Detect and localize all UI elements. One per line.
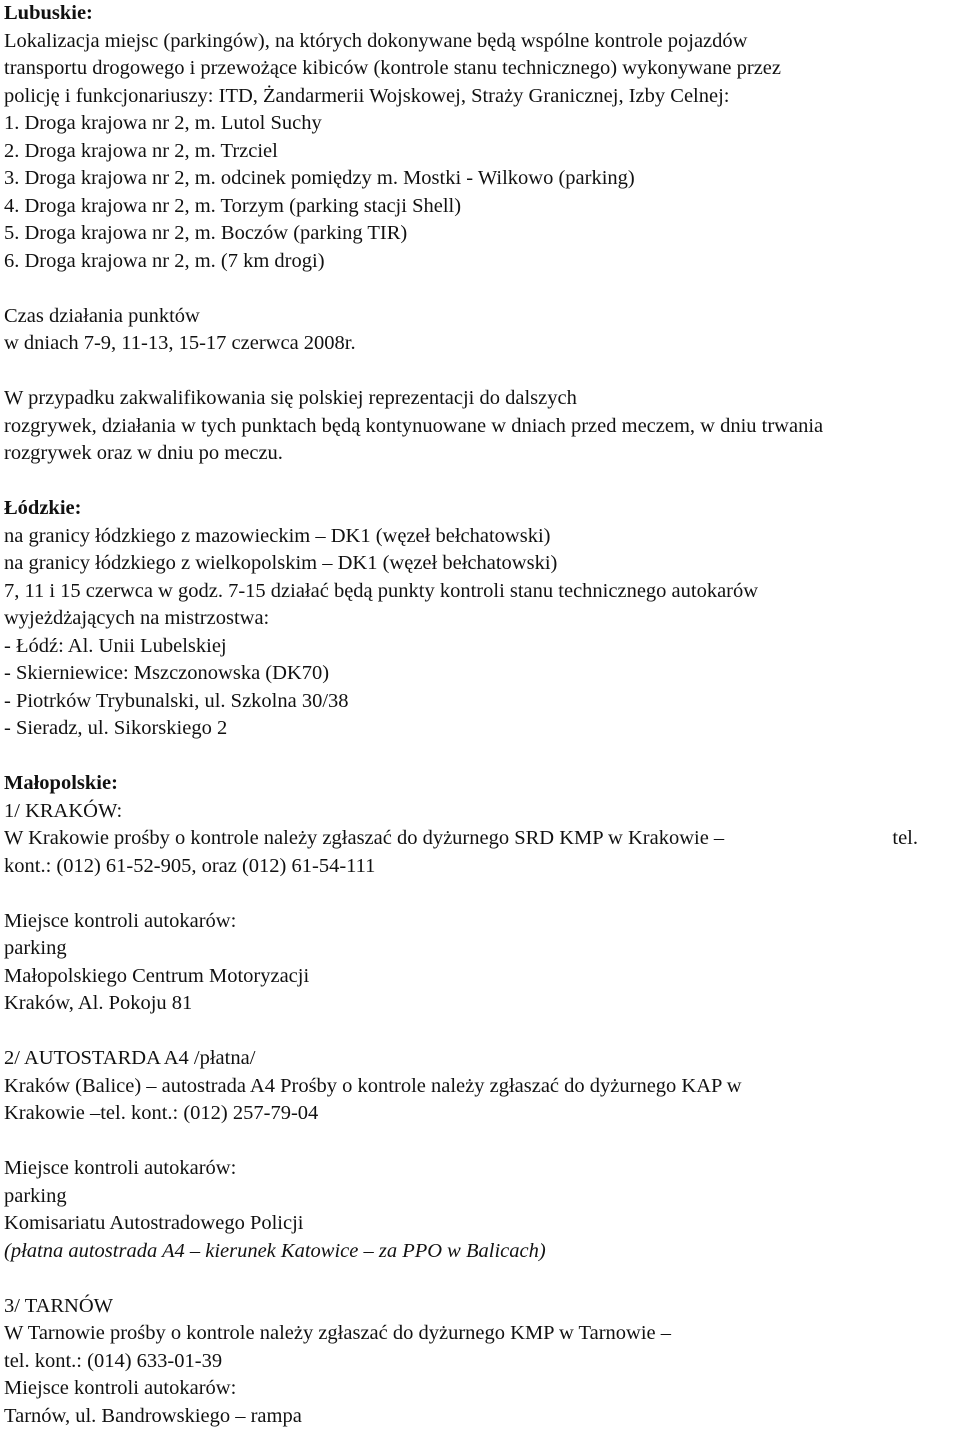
- a4-place-label: Miejsce kontroli autokarów:: [4, 1155, 958, 1183]
- krakow-place-line: parking: [4, 935, 958, 963]
- list-item: 6. Droga krajowa nr 2, m. (7 km drogi): [4, 248, 958, 276]
- intro-line: Lokalizacja miejsc (parkingów), na których dokonywane będą wspólne kontrole pojazdów: [4, 28, 958, 56]
- lodzkie-line: na granicy łódzkiego z wielkopolskim – DK1 (węzeł bełchatowski): [4, 550, 958, 578]
- section-heading-malopolskie: Małopolskie:: [4, 770, 958, 798]
- krakow-place-label: Miejsce kontroli autokarów:: [4, 908, 958, 936]
- note-line: W przypadku zakwalifikowania się polskiej reprezentacji do dalszych: [4, 385, 958, 413]
- a4-place-line: parking: [4, 1183, 958, 1211]
- a4-title: 2/ AUTOSTARDA A4 /płatna/: [4, 1045, 958, 1073]
- krakow-title: 1/ KRAKÓW:: [4, 798, 958, 826]
- tarnow-title: 3/ TARNÓW: [4, 1293, 958, 1321]
- lodzkie-line: wyjeżdżających na mistrzostwa:: [4, 605, 958, 633]
- tarnow-place-line: Tarnów, ul. Bandrowskiego – rampa: [4, 1403, 958, 1430]
- krakow-place-line: Kraków, Al. Pokoju 81: [4, 990, 958, 1018]
- section-heading-lodzkie: Łódzkie:: [4, 495, 958, 523]
- a4-place-note: (płatna autostrada A4 – kierunek Katowice – za PPO w Balicach): [4, 1238, 958, 1266]
- spacer: [4, 1265, 958, 1293]
- krakow-request-tel: tel.: [892, 825, 918, 853]
- lodzkie-line: na granicy łódzkiego z mazowieckim – DK1 (węzeł bełchatowski): [4, 523, 958, 551]
- spacer: [4, 1018, 958, 1046]
- lodzkie-line: - Sieradz, ul. Sikorskiego 2: [4, 715, 958, 743]
- time-line: Czas działania punktów: [4, 303, 958, 331]
- list-item: 4. Droga krajowa nr 2, m. Torzym (parking stacji Shell): [4, 193, 958, 221]
- spacer: [4, 358, 958, 386]
- intro-line: policję i funkcjonariuszy: ITD, Żandarmerii Wojskowej, Straży Granicznej, Izby Celnej:: [4, 83, 958, 111]
- intro-line: transportu drogowego i przewożące kibiców (kontrole stanu technicznego) wykonywane przez: [4, 55, 958, 83]
- tarnow-place-label: Miejsce kontroli autokarów:: [4, 1375, 958, 1403]
- a4-place-line: Komisariatu Autostradowego Policji: [4, 1210, 958, 1238]
- time-line: w dniach 7-9, 11-13, 15-17 czerwca 2008r.: [4, 330, 958, 358]
- spacer: [4, 468, 958, 496]
- list-item: 3. Droga krajowa nr 2, m. odcinek pomiędzy m. Mostki - Wilkowo (parking): [4, 165, 958, 193]
- lodzkie-line: 7, 11 i 15 czerwca w godz. 7-15 działać będą punkty kontroli stanu technicznego autokarów: [4, 578, 958, 606]
- lodzkie-line: - Skierniewice: Mszczonowska (DK70): [4, 660, 958, 688]
- krakow-phones: kont.: (012) 61-52-905, oraz (012) 61-54-111: [4, 853, 958, 881]
- lodzkie-line: - Łódź: Al. Unii Lubelskiej: [4, 633, 958, 661]
- note-line: rozgrywek oraz w dniu po meczu.: [4, 440, 958, 468]
- spacer: [4, 880, 958, 908]
- list-item: 5. Droga krajowa nr 2, m. Boczów (parking TIR): [4, 220, 958, 248]
- list-item: 1. Droga krajowa nr 2, m. Lutol Suchy: [4, 110, 958, 138]
- lodzkie-line: - Piotrków Trybunalski, ul. Szkolna 30/38: [4, 688, 958, 716]
- list-item: 2. Droga krajowa nr 2, m. Trzciel: [4, 138, 958, 166]
- krakow-request-text: W Krakowie prośby o kontrole należy zgłaszać do dyżurnego SRD KMP w Krakowie –: [4, 825, 724, 853]
- note-line: rozgrywek, działania w tych punktach będą kontynuowane w dniach przed meczem, w dniu trwania: [4, 413, 958, 441]
- krakow-place-line: Małopolskiego Centrum Motoryzacji: [4, 963, 958, 991]
- a4-request-line: Kraków (Balice) – autostrada A4 Prośby o kontrole należy zgłaszać do dyżurnego KAP w: [4, 1073, 958, 1101]
- tarnow-request-line: tel. kont.: (014) 633-01-39: [4, 1348, 958, 1376]
- spacer: [4, 743, 958, 771]
- spacer: [4, 275, 958, 303]
- section-heading-lubuskie: Lubuskie:: [4, 0, 958, 28]
- krakow-request-line: [4, 825, 918, 853]
- tarnow-request-line: W Tarnowie prośby o kontrole należy zgłaszać do dyżurnego KMP w Tarnowie –: [4, 1320, 958, 1348]
- document-page: [4, 0, 958, 1430]
- a4-request-line: Krakowie –tel. kont.: (012) 257-79-04: [4, 1100, 958, 1128]
- spacer: [4, 1128, 958, 1156]
